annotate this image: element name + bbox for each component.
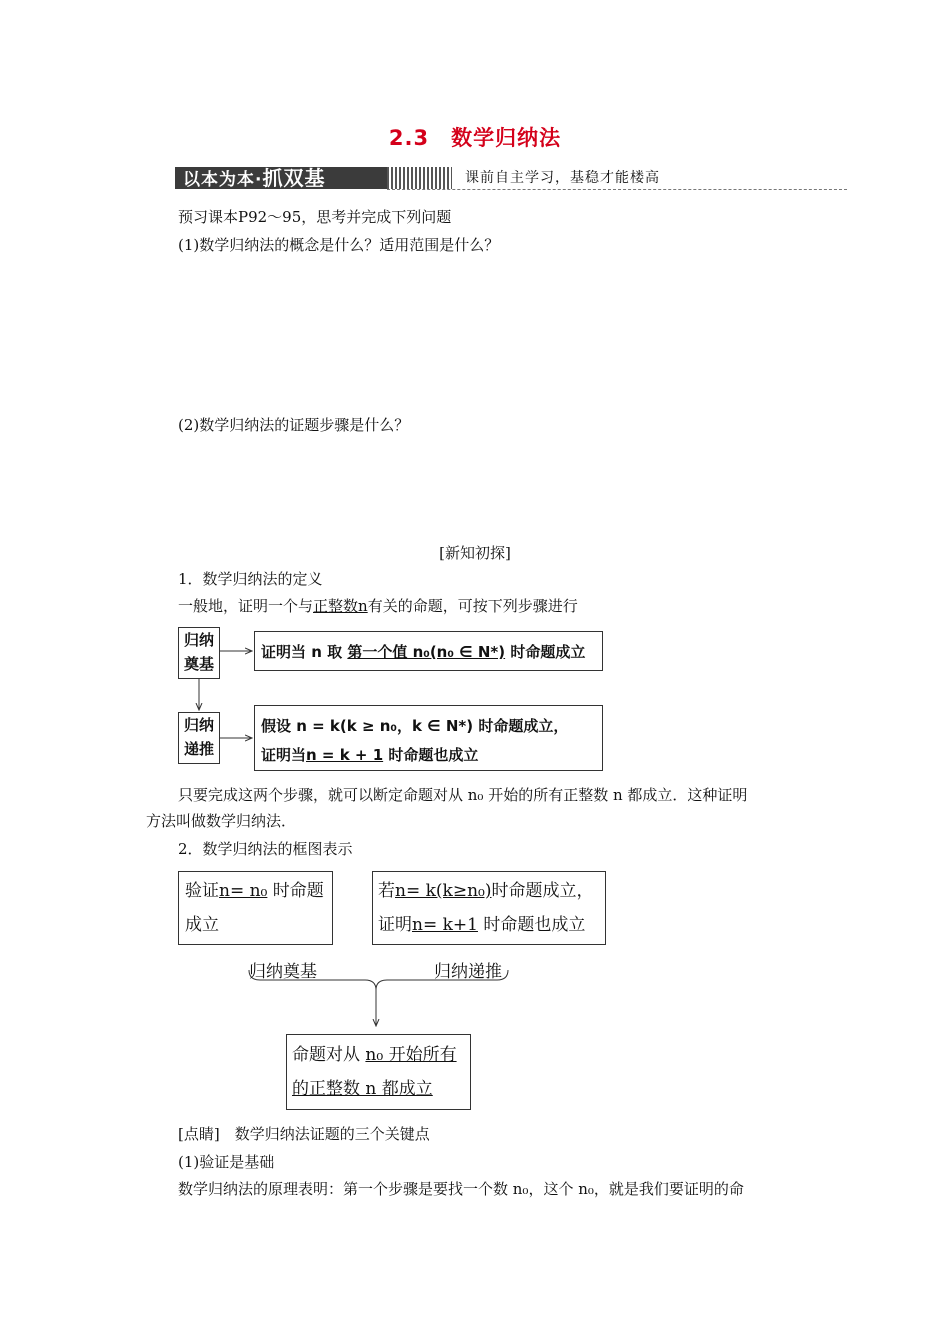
inductive-text-d: 时命题也成立 (477, 915, 586, 935)
inductive-text-b: 时命题成立， (491, 881, 594, 901)
keypoints-heading: [点睛] 数学归纳法证题的三个关键点 (178, 1125, 430, 1143)
inductive-text-c: 证明 (378, 915, 412, 935)
step2-label-line1: 归纳 (183, 716, 214, 734)
brace-label-left: 归纳奠基 (249, 962, 317, 982)
base-case-line2: 成立 (185, 915, 219, 935)
step1-underline: 第一个值 n₀(n₀ ∈ N*) (347, 643, 506, 661)
inductive-text-a: 若 (378, 881, 395, 901)
base-case-text-a: 验证 (185, 881, 219, 901)
keypoint-1-text: 数学归纳法的原理表明：第一个步骤是要找一个数 n₀，这个 n₀，就是我们要证明的命 (178, 1180, 744, 1198)
base-case-box (178, 871, 333, 945)
keypoint-1: (1)验证是基础 (178, 1153, 275, 1171)
summary-line2: 方法叫做数学归纳法． (146, 812, 297, 830)
conclusion-text-a: 命题对从 (292, 1045, 366, 1065)
inductive-underline-1: n= k(k≥n₀) (395, 881, 492, 901)
inductive-step-box (372, 871, 606, 945)
step1-text-a: 证明当 n 取 (261, 643, 343, 661)
conclusion-underline-2: 的正整数 n 都成立 (292, 1079, 433, 1099)
step2-line2-a: 证明当 (261, 746, 307, 764)
question-1: (1)数学归纳法的概念是什么？适用范围是什么？ (178, 236, 500, 254)
inductive-underline-2: n= k+1 (412, 915, 478, 935)
base-case-text-b: 时命题 (267, 881, 324, 901)
step2-label-line2: 递推 (183, 740, 214, 758)
step1-label-line2: 奠基 (183, 655, 214, 673)
step2-line1: 假设 n = k(k ≥ n₀，k ∈ N*) 时命题成立， (261, 717, 569, 735)
definition-heading: 1．数学归纳法的定义 (178, 570, 323, 588)
page-title: 2.3 数学归纳法 (388, 126, 562, 150)
question-2: (2)数学归纳法的证题步骤是什么？ (178, 416, 410, 434)
banner-label-a: 以本为本· (183, 170, 263, 190)
banner-label-b: 抓双基 (262, 166, 326, 190)
section-tag: [新知初探] (439, 544, 511, 562)
inductive-step-line1 (378, 874, 593, 908)
base-case-underline: n= n₀ (219, 881, 268, 901)
preview-intro: 预习课本P92～95，思考并完成下列问题 (178, 208, 452, 226)
conclusion-box (286, 1034, 471, 1110)
brace-label-right: 归纳递推 (434, 962, 502, 982)
definition-text-a: 一般地，证明一个与 (178, 597, 314, 615)
banner-subtitle: 课前自主学习，基稳才能楼高 (465, 170, 660, 186)
definition-text-b: 有关的命题，可按下列步骤进行 (367, 597, 578, 615)
conclusion-line1 (292, 1038, 457, 1072)
summary-line1: 只要完成这两个步骤，就可以断定命题对从 n₀ 开始的所有正整数 n 都成立．这种证明 (178, 786, 748, 804)
base-case-line1 (185, 874, 324, 908)
definition-underline: 正整数n (313, 597, 368, 615)
inductive-step-line2 (378, 908, 585, 942)
conclusion-underline-1: n₀ 开始所有 (365, 1045, 457, 1065)
step1-text-b: 时命题成立 (510, 643, 586, 661)
diagram-heading: 2．数学归纳法的框图表示 (178, 840, 353, 858)
step2-underline: n = k + 1 (306, 746, 384, 764)
conclusion-line2 (292, 1072, 433, 1106)
step2-line2-b: 时命题也成立 (388, 746, 479, 764)
step1-label-line1: 归纳 (183, 631, 214, 649)
